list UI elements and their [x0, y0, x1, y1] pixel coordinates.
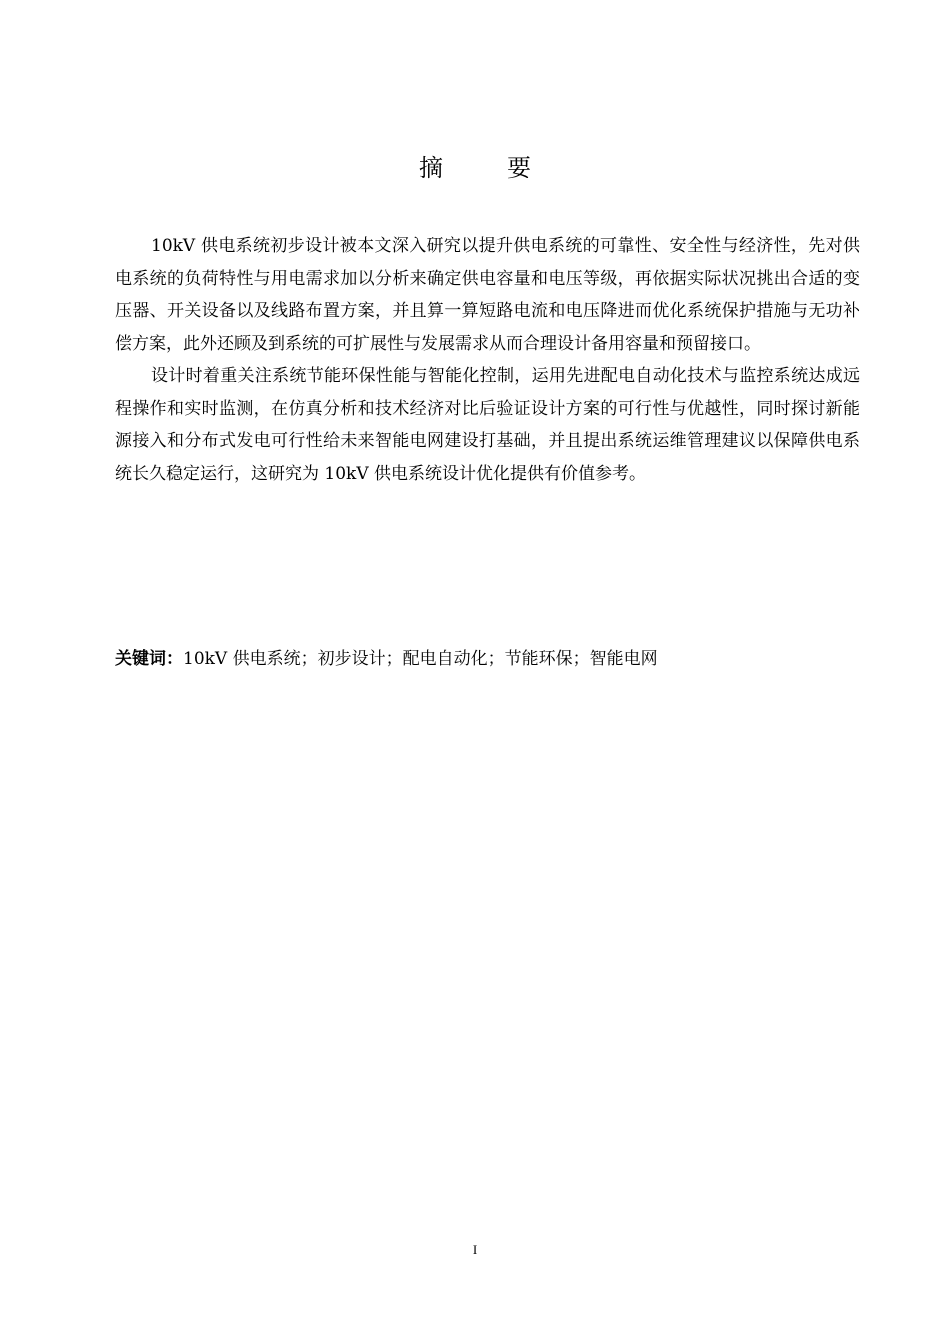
page-title: 摘 要	[419, 154, 551, 182]
abstract-paragraph-2: 设计时着重关注系统节能环保性能与智能化控制，运用先进配电自动化技术与监控系统达成远程操作和实时监测，在仿真分析和技术经济对比后验证设计方案的可行性与优越性，同时探讨新能源接入和分布式发电可行性给未来智能电网建设打基础，并且提出系统运维管理建议以保障供电系统长久稳定运行，这研究为 10kV 供电系统设计优化提供有价值参考。	[115, 366, 860, 484]
keywords-label: 关键词：	[115, 649, 183, 669]
keywords-line	[115, 643, 860, 675]
page-number: I	[472, 1242, 478, 1257]
abstract-paragraph-1: 10kV 供电系统初步设计被本文深入研究以提升供电系统的可靠性、安全性与经济性，先对供电系统的负荷特性与用电需求加以分析来确定供电容量和电压等级，再依据实际状况挑出合适的变压器、开关设备以及线路布置方案，并且算一算短路电流和电压降进而优化系统保护措施与无功补偿方案，此外还顾及到系统的可扩展性与发展需求从而合理设计备用容量和预留接口。	[115, 236, 860, 354]
keywords-text: 10kV 供电系统；初步设计；配电自动化；节能环保；智能电网	[183, 649, 658, 669]
abstract-body	[115, 230, 860, 490]
